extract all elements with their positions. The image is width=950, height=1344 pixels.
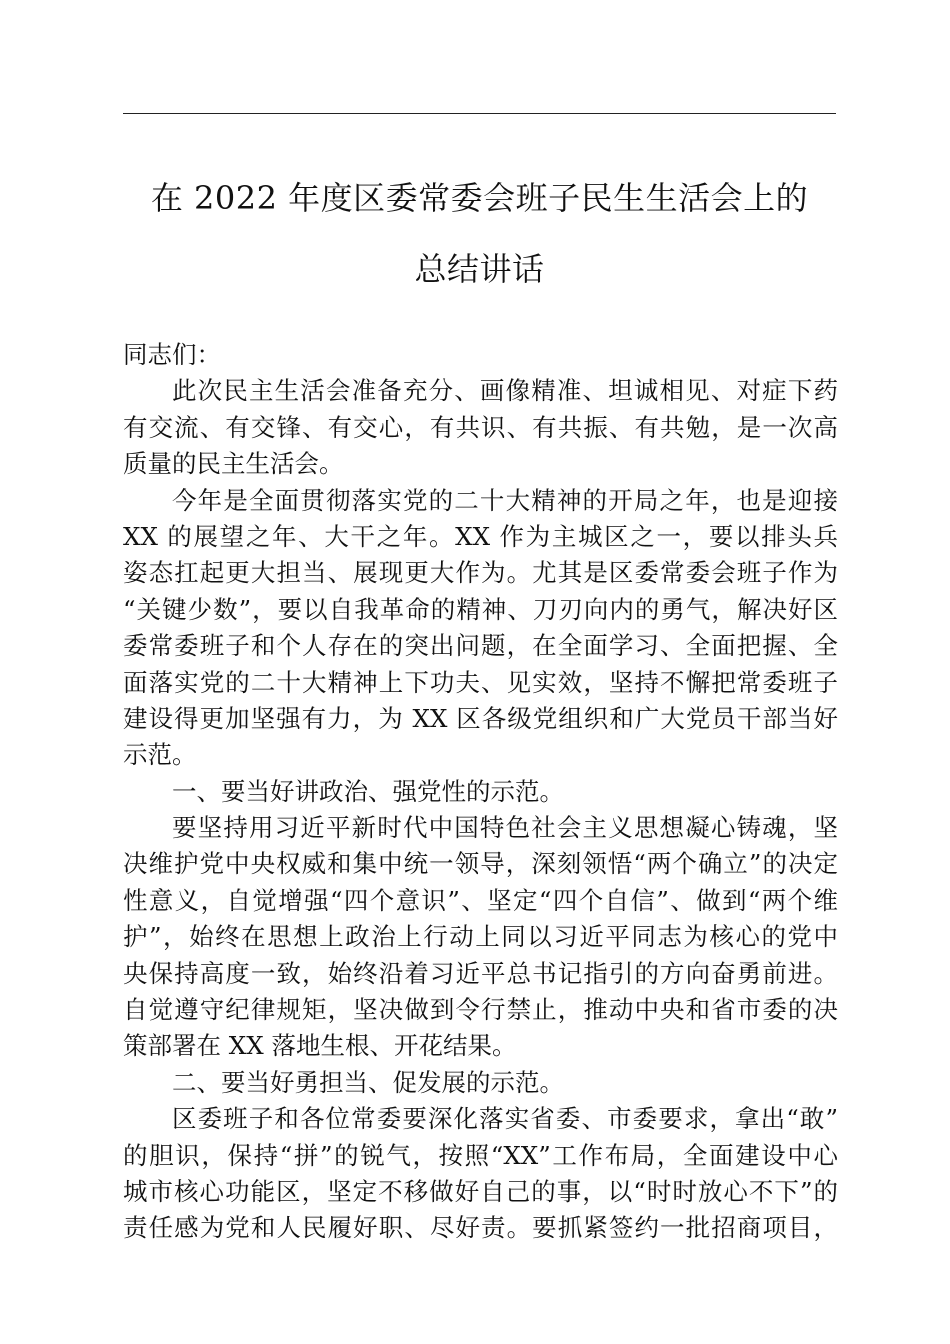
text-line: 姿态扛起更大担当、展现更大作为。尤其是区委常委会班子作为 [123,558,838,588]
text-line: 策部署在 XX 落地生根、开花结果。 [123,1031,517,1061]
text-line: 二、要当好勇担当、促发展的示范。 [172,1067,564,1097]
text-line: 性意义，自觉增强“四个意识”、坚定“四个自信”、做到“两个维 [123,885,838,915]
document-body [123,337,838,1247]
text-line: 责任感为党和人民履好职、尽好责。要抓紧签约一批招商项目， [123,1213,838,1243]
text-line: 自觉遵守纪律规矩，坚决做到令行禁止，推动中央和省市委的决 [123,995,838,1025]
text-line: 质量的民主生活会。 [123,449,344,479]
text-line: 城市核心功能区，坚定不移做好自己的事，以“时时放心不下”的 [123,1176,838,1206]
header-rule [123,113,836,114]
text-line: 一、要当好讲政治、强党性的示范。 [172,776,564,806]
text-line: 的胆识，保持“拼”的锐气，按照“XX”工作布局，全面建设中心 [123,1140,838,1170]
text-line: 同志们： [123,340,221,369]
text-line: 此次民主生活会准备充分、画像精准、坦诚相见、对症下药 [172,376,838,406]
text-line: 面落实党的二十大精神上下功夫、见实效，坚持不懈把常委班子 [123,667,838,697]
text-line: 建设得更加坚强有力，为 XX 区各级党组织和广大党员干部当好 [123,703,838,733]
text-line: 决维护党中央权威和集中统一领导，深刻领悟“两个确立”的决定 [123,849,838,879]
text-line: 央保持高度一致，始终沿着习近平总书记指引的方向奋勇前进。 [123,958,838,988]
text-line: 示范。 [123,740,197,770]
document-title-line-2: 总结讲话 [414,250,545,288]
text-line: 今年是全面贯彻落实党的二十大精神的开局之年，也是迎接 [172,485,838,515]
text-line: “关键少数”，要以自我革命的精神、刀刃向内的勇气，解决好区 [123,594,838,624]
text-line: 区委班子和各位常委要深化落实省委、市委要求，拿出“敢” [172,1104,838,1134]
text-line: 有交流、有交锋、有交心，有共识、有共振、有共勉，是一次高 [123,412,838,442]
text-line: 委常委班子和个人存在的突出问题，在全面学习、全面把握、全 [123,631,838,661]
text-line: 要坚持用习近平新时代中国特色社会主义思想凝心铸魂，坚 [172,813,838,843]
document-title-line-1: 在 2022 年度区委常委会班子民生生活会上的 [150,179,809,217]
text-line: 护”，始终在思想上政治上行动上同以习近平同志为核心的党中 [123,922,838,952]
text-line: XX 的展望之年、大干之年。XX 作为主城区之一，要以排头兵 [123,521,838,551]
